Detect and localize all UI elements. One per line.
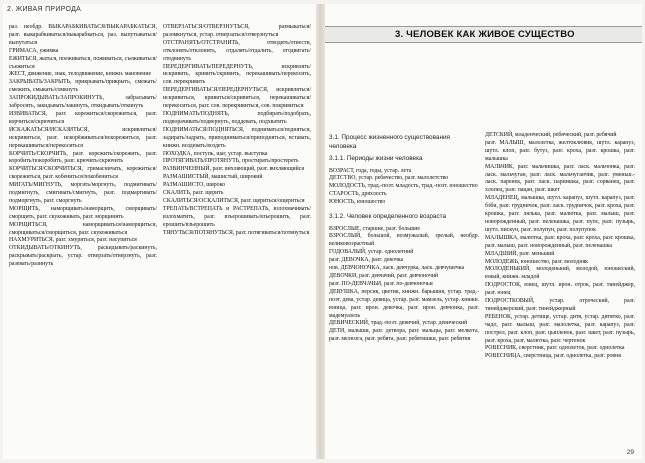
dictionary-entry: нов. ДЕВЧОНОЧКА, ласк. девчурка, ласк. девчушечка: [329, 265, 465, 272]
left-column-2: [163, 24, 311, 237]
dictionary-entry: ВОЗРАСТ, года, годы, устар. лета: [329, 167, 412, 174]
right-column-2: [485, 132, 635, 361]
dictionary-entry: РАЗМАШИСТО, широко: [163, 182, 226, 189]
dictionary-entry: ДЕВИЧЕСКИЙ, трад.-поэт. девичий, устар. девический: [329, 320, 468, 327]
dictionary-entry: ДЕВУШКА, персик, цветик, книжн. барышня, устар. трад.-поэт. дева, устар. девица, устар. разг. мамзель, устар. книжн. юница, разг. ирон. девочка, разг. ирон. девчонка, разг. мадемуазель: [329, 288, 479, 319]
dictionary-entry: МОЛОДОСТЬ, трад.-поэт. младость, трад.-поэт. юношество: [329, 183, 478, 190]
dictionary-entry: МОРЩИТЬ, наморщивать/наморщить, сморщивать/сморщить, разг. скукоживать, разг. морщинить: [9, 205, 157, 220]
dictionary-entry: ЕЖИТЬСЯ, жаться, поеживаться, поживаться, съеживаться/съежиться: [9, 55, 157, 70]
dictionary-entry: НАХМУРИТЬСЯ, разг. хмуриться, разг. насупиться: [9, 237, 137, 244]
dictionary-entry: ВЗРОСЛЫЕ, старшие, разг. большие: [329, 225, 420, 232]
section-heading: 3.1.2. Человек определенного возраста: [329, 213, 447, 221]
dictionary-entry: ДЕВОЧКИ, разг. девчачий, разг. девчоночий: [329, 272, 439, 279]
dictionary-entry: ТЯНУТЬСЯ/ПОТЯНУТЬСЯ, разг. потягиваться/потянуться: [163, 229, 310, 236]
dictionary-entry: РАЗМАШИСТЫЙ, машистый, широкий: [163, 174, 263, 181]
dictionary-entry: ЗАКРЫВАТЬ/ЗАКРЫТЬ, прикрывать/прикрыть, смежать/смежить, смыкать/сомкнуть: [9, 79, 157, 94]
dictionary-entry: ОТВЕРЗАТЬСЯ/ОТВЕРЗНУТЬСЯ, размыкаться/разомкнуться, устар. отверзаться/отверзнуться: [163, 24, 311, 38]
dictionary-entry: ИЗВИВАТЬСЯ, разг. корежиться/скорежиться, разг. корчиться/скрючиться: [9, 110, 157, 125]
dictionary-entry: ОТСТРАНЯТЬ/ОТСТРАНИТЬ, отводить/отвести, отклонять/отклонить, отдалять/отдалить, отодвигать/отодвинуть: [163, 39, 311, 62]
dictionary-entry: раз. необдр. ВЫКАРАБКИВАТЬСЯ/ВЫКАРАБКАТЬСЯ, разг. выкарабкиваться/выкарабкаться, раз. выпутываться/выпутаться: [9, 24, 157, 46]
dictionary-entry: МАЛЬЧИК, разг. мальчишка, разг. ласк. мальчонка, разг. ласк. мальчуган, разг. ласк. мальчуганчик, разг. уменьш.-ласк. паренек, разг. ласк. парнишка, разг. сорванец, разг. хлопец, разг. пацан, разг. шкет: [485, 163, 635, 194]
left-page: [3, 4, 316, 459]
dictionary-entry: ПОДНИМАТЬСЯ/ПОДНЯТЬСЯ, подниматься/подняться, задирать/задрать, приподниматься/приподняться, вставать, книжн. воздевать/воздеть: [163, 126, 311, 149]
dictionary-entry: ДЕТСТВО, устар. ребячество, разг. малолетство: [329, 175, 449, 182]
dictionary-entry: ГРИМАСА, ужимка: [9, 47, 59, 54]
dictionary-entry: ДЕТИ, малыши, разг. детвора, разг. мальцы, разг. мелкота, разг. мелюзга, разг. ребята, разг. ребятишки, разг. ребятня: [329, 328, 479, 343]
dictionary-entry: ЮНОСТЬ, юношество: [329, 199, 386, 206]
dictionary-entry: МЛАДШИЙ, разг. меньший: [485, 250, 555, 257]
dictionary-entry: МОРЩИТЬСЯ, наморщиваться/наморщиться, сморщиваться/сморщиться, разг. скукоживаться: [9, 221, 157, 236]
dictionary-entry: РОВЕСНИК, сверстник, разг. однолеток, разг. однолетка: [485, 345, 625, 352]
dictionary-entry: ЖЕСТ, движение, знак, телодвижение, книжн. мановение: [9, 71, 152, 78]
section-heading: 3.1.1. Периоды жизни человека: [329, 155, 423, 162]
chapter-title: 3. ЧЕЛОВЕК КАК ЖИВОЕ СУЩЕСТВО: [395, 29, 575, 40]
section-heading: 3.1. Процесс жизненного существования человека: [329, 134, 451, 150]
dictionary-entry: ГОДОВАЛЫЙ, устар. однолетний: [329, 249, 414, 256]
dictionary-entry: РАЗВИНЧЕННЫЙ, разг. вихляющий, разг. вихляющийся: [163, 166, 304, 173]
dictionary-entry: МОЛОДЕЖЬ, юношество, разг. молодняк: [485, 258, 588, 265]
dictionary-entry: МИГАТЬ/МИГНУТЬ, моргать/моргнуть, подмигивать/подмигнуть, смигивать/смигнуть, разг. подмаргивать/подморгнуть, разг. сморгнуть: [9, 182, 157, 204]
dictionary-entry: ДЕТСКИЙ, младенческий, ребяческий, разг. ребячий: [485, 132, 617, 138]
dictionary-entry: МАЛЫШКА, малютка, разг. кроха, разг. кроха, разг. крошка, разг. малыш, разг. новорожденный, разг. пеленашка: [485, 234, 635, 249]
left-column-1: [9, 24, 157, 269]
right-page: [325, 4, 642, 459]
dictionary-entry: ПЕРЕДЕРГИВАТЬ/ПЕРЕДЕРНУТЬ, искривлять/искривить, кривить/скривить, перекашивать/перекосить, сов. перекривить: [163, 63, 311, 86]
dictionary-entry: СКАЛИТЬСЯ/ОСКАЛИТЬСЯ, разг. щериться/ощериться: [163, 197, 305, 204]
dictionary-entry: ТРЕПАТЬ/ВСТРЕПАТЬ и РАСТРЕПАТЬ, взлохмачивать/взлохматить, разг. взъерошивать/взъерошить, разг. ерошить/взъерошить: [163, 205, 311, 228]
dictionary-entry: ПОДРОСТОК, юнец, шутл. ирон. отрок, разг. тинейджер, разг. юнец: [485, 282, 635, 297]
dictionary-entry: ПОХОДКА, поступь, шаг, устар. выступка: [163, 150, 268, 157]
dictionary-entry: РОВЕСНИЦА, сверстница, разг. однолетка, разг. ровня: [485, 353, 621, 360]
dictionary-entry: СТАРОСТЬ, дряхлость: [329, 191, 387, 198]
dictionary-entry: ПОДНИМАТЬ/ПОДНЯТЬ, подбирать/подобрать, подворачивать/подвернуть, поддевать, подхватить: [163, 110, 311, 125]
dictionary-entry: ЗАПРОКИДЫВАТЬ/ЗАПРОКИНУТЬ, забрасывать/забросить, закидывать/закинуть, откидывать/откинуть: [9, 95, 157, 110]
dictionary-entry: ИСКАЖАТЬСЯ/ИСКАЗИТЬСЯ, искривляться/искривиться, разг. искорёживаться/искорежиться, разг. перекашиваться/перекоситься: [9, 126, 157, 149]
page-number: 29: [626, 449, 634, 456]
dictionary-entry: КОРЧИТЬ/СКОРЧИТЬ, разг. корежить/скорежить, разг. коробить/покоробить, разг. крючить/скрючить: [9, 150, 157, 165]
dictionary-entry: разг. МАЛЫШ, малолетка, желтоклювик, шутл. карапуз, шутл. клоп, разг. бутуз, разг. кроха, разг. крошка, разг. малышка: [485, 139, 635, 162]
chapter-heading-bar: [325, 26, 642, 43]
book-gutter: [316, 4, 325, 459]
running-head: 2. ЖИВАЯ ПРИРОДА: [7, 6, 82, 13]
dictionary-entry: разг. ПО-ДЕВЧАЧЬИ, разг. по-девчоночьи: [329, 280, 433, 287]
dictionary-entry: ВЗРОСЛЫЙ, большой, возмужалый, зрелый, необдр. великовозрастный: [329, 233, 479, 248]
dictionary-entry: ПЕРЕДЕРГИВАТЬСЯ/ПЕРЕДЕРНУТЬСЯ, искривляться/искривиться, кривиться/скривиться, перекашиваться/перекоситься, разг. сов. перекривиться, сов. покривиться: [163, 87, 311, 110]
dictionary-entry: ОТКИДЫВАТЬ/ОТКИНУТЬ, раскидывать/раскинуть, раскрывать/раскрыть, устар. отверзать/отверзнуть, разг. разевать/разинуть: [9, 245, 157, 268]
right-column-1: [329, 132, 479, 344]
dictionary-entry: КОРЧИТЬСЯ/СКОРЧИТЬСЯ, гримасничать, корежиться/скорежиться, разг. кобениться/покобениться: [9, 166, 157, 181]
dictionary-entry: ПРОТЯГИВАТЬ/ПРОТЯНУТЬ, простирать/простереть: [163, 158, 299, 165]
dictionary-entry: СКАЛИТЬ, разг. щерить: [163, 190, 224, 197]
dictionary-entry: МОЛОДЕНЬКИЙ, молоденький, молодой, юношеский, юный, книжн. младой: [485, 266, 635, 281]
section-spacer: [329, 207, 479, 211]
dictionary-entry: РЕБЕНОК, устар. детище, устар. дитя, устар. дитятко, разг. чадо, разг. малыш, разг. малолетка, разг. карапуз, разг. пострел, разг. клоп, разг. цыпленок, разг. шкет, разг. пузырь, разг. кроха, разг. малютка, разг. чертенок: [485, 313, 635, 344]
dictionary-entry: МЛАДЕНЕЦ, малышка, шутл. карапуз, шутл. карапуз, разг. бэби, разг. грудничок, разг. ласк. грудничок, разг. кроха, разг. крошка, разг. лялька, разг. малютка, разг. малыш, разг. новорожденный, разг. пеленашка, разг. пупс, разг. пузырь, шутл. пискун, разг. полупун, разг. полупупок: [485, 195, 635, 233]
dictionary-entry: ПОДРОСТКОВЫЙ, устар. отроческий, разг. тинейджерский, разг. тинейджерный: [485, 298, 635, 312]
dictionary-entry: разг. ДЕВОЧКА, разг. девочка: [329, 257, 404, 264]
